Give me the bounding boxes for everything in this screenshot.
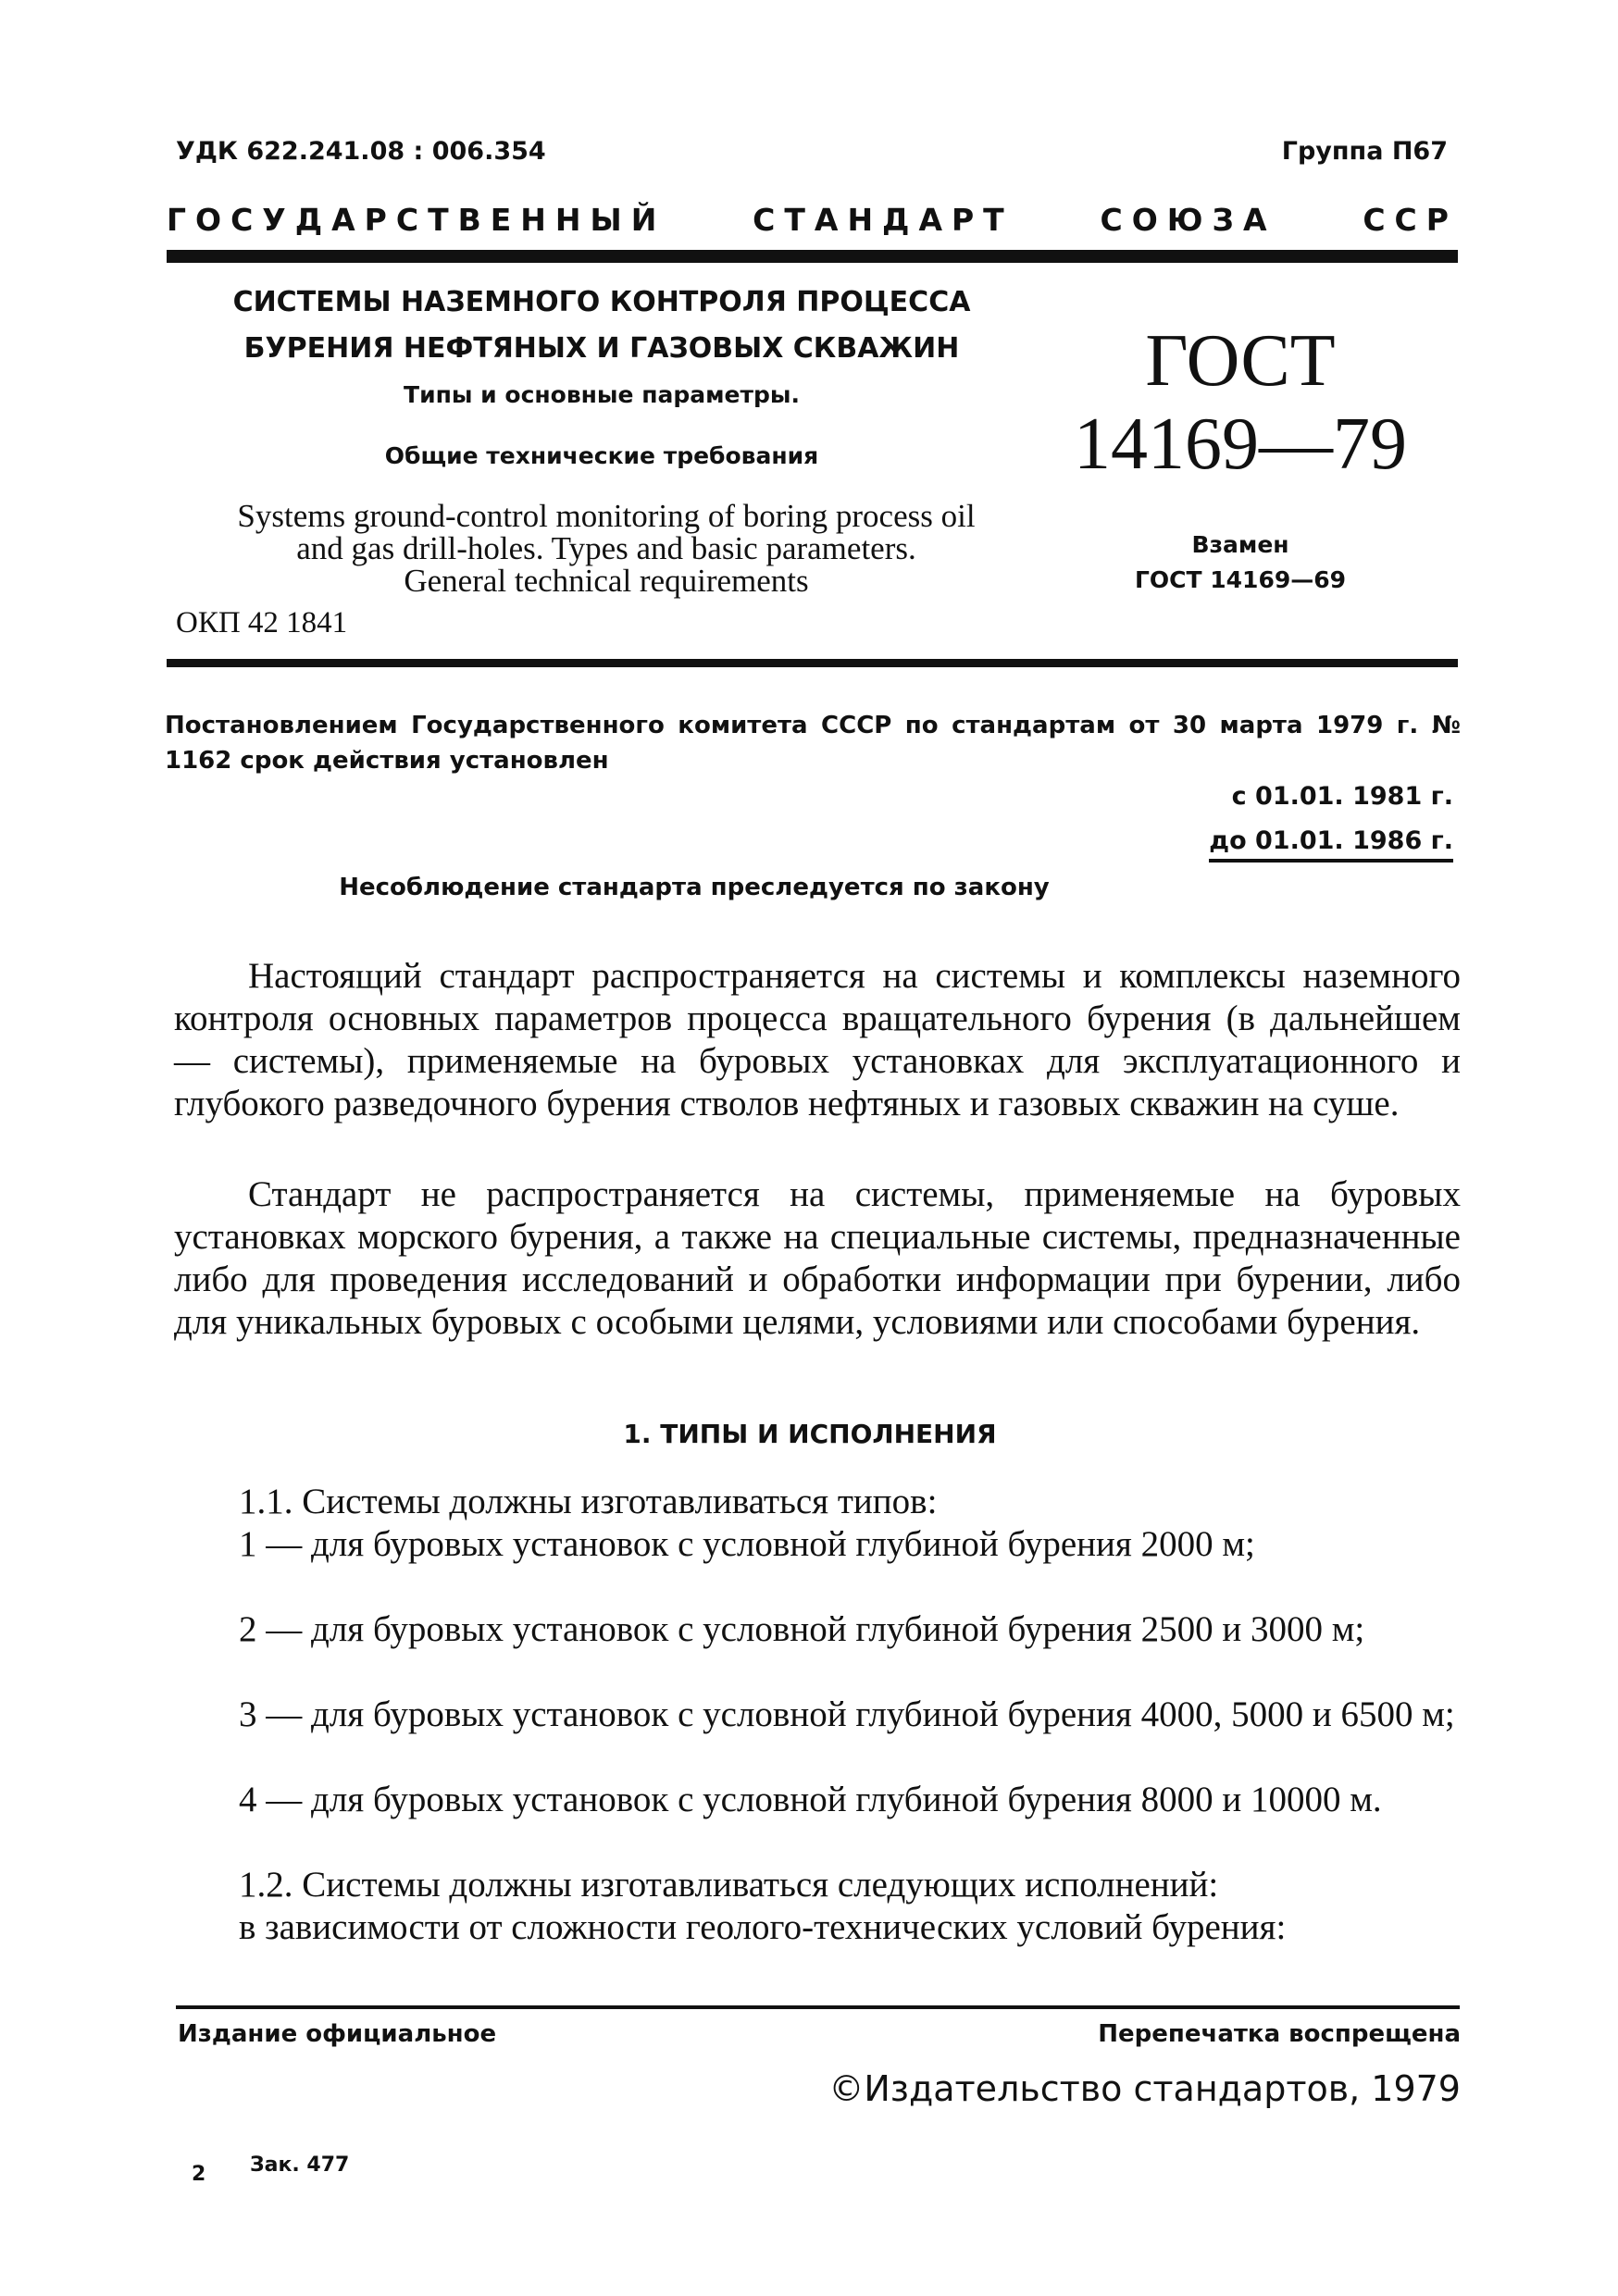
gost-designation xyxy=(1055,319,1425,486)
type-4-item: 4 — для буровых установок с условной глубиной бурения 8000 и 10000 м. xyxy=(239,1780,1382,1819)
banner-word-1: ГОСУДАРСТВЕННЫЙ xyxy=(167,202,666,238)
banner-word-3: СОЮЗА xyxy=(1100,202,1276,238)
type-3-item: 3 — для буровых установок с условной глубиной бурения 4000, 5000 и 6500 м; xyxy=(239,1694,1455,1734)
replaces-number: ГОСТ 14169—69 xyxy=(1134,566,1347,593)
body-paragraph-2: Стандарт не распространяется на системы, применяемые на буровых установках морского бурения, а также на специальные системы, предназначенные либо для проведения исследований и обработки информации при бурении, либо для уникальных буровых с особыми целями, условиями или способами бурения. xyxy=(174,1174,1461,1342)
okp-code: ОКП 42 1841 xyxy=(176,606,348,639)
body-paragraph-1: Настоящий стандарт распространяется на системы и комплексы наземного контроля основных параметров процесса вращательного бурения (в дальнейшем — системы), применяемые на буровых установках для эксплуатационного и глубокого разведочного бурения стволов нефтяных и газовых скважин на суше. xyxy=(174,956,1461,1123)
effective-to-date: до 01.01. 1986 г. xyxy=(1209,826,1453,863)
gost-number: 14169—79 xyxy=(1074,403,1407,485)
title-line-2: БУРЕНИЯ НЕФТЯНЫХ И ГАЗОВЫХ СКВАЖИН xyxy=(243,332,960,365)
udk-code: УДК 622.241.08 : 006.354 xyxy=(176,137,546,166)
order-number: Зак. 477 xyxy=(250,2153,350,2177)
title-line-1: СИСТЕМЫ НАЗЕМНОГО КОНТРОЛЯ ПРОЦЕССА xyxy=(232,286,971,318)
section-heading: 1. ТИПЫ И ИСПОЛНЕНИЯ xyxy=(623,1419,997,1449)
reprint-prohibited-label: Перепечатка воспрещена xyxy=(1098,2020,1461,2048)
subtitle-2: Общие технические требования xyxy=(384,442,819,469)
clause-1-2: 1.2. Системы должны изготавливаться следующих исполнений: xyxy=(239,1865,1219,1905)
english-title xyxy=(148,500,1064,597)
official-edition-label: Издание официальное xyxy=(178,2020,497,2048)
gost-label: ГОСТ xyxy=(1145,320,1336,402)
clause-1-2-continuation: в зависимости от сложности геолого-технических условий бурения: xyxy=(239,1907,1287,1947)
english-line-3: General technical requirements xyxy=(404,563,809,599)
decree-text: Постановлением Государственного комитета СССР по стандартам от 30 марта 1979 г. № 1162 срок действия установлен xyxy=(165,712,1461,775)
subtitle-1: Типы и основные параметры. xyxy=(404,381,800,408)
state-standard-banner xyxy=(167,202,1458,238)
banner-word-4: ССР xyxy=(1363,202,1458,238)
middle-rule xyxy=(167,659,1458,667)
type-2-item: 2 — для буровых установок с условной глубиной бурения 2500 и 3000 м; xyxy=(239,1609,1365,1649)
law-notice: Несоблюдение стандарта преследуется по закону xyxy=(339,874,1050,901)
group-code: Группа П67 xyxy=(1281,137,1448,166)
type-1-item: 1 — для буровых установок с условной глубиной бурения 2000 м; xyxy=(239,1524,1255,1564)
footer-rule xyxy=(176,2005,1460,2009)
effective-from-date: с 01.01. 1981 г. xyxy=(1231,782,1453,811)
english-line-1: Systems ground-control monitoring of boring process oil xyxy=(237,498,976,534)
page-number: 2 xyxy=(192,2163,206,2186)
english-line-2: and gas drill-holes. Types and basic parameters. xyxy=(296,530,916,566)
copyright-notice: ©Издательство стандартов, 1979 xyxy=(828,2068,1461,2109)
clause-1-1: 1.1. Системы должны изготавливаться типов: xyxy=(239,1482,938,1521)
document-title xyxy=(185,279,1018,372)
top-rule xyxy=(167,250,1458,263)
replaces-block xyxy=(1055,527,1425,598)
banner-word-2: СТАНДАРТ xyxy=(753,202,1014,238)
replaces-label: Взамен xyxy=(1191,531,1289,558)
